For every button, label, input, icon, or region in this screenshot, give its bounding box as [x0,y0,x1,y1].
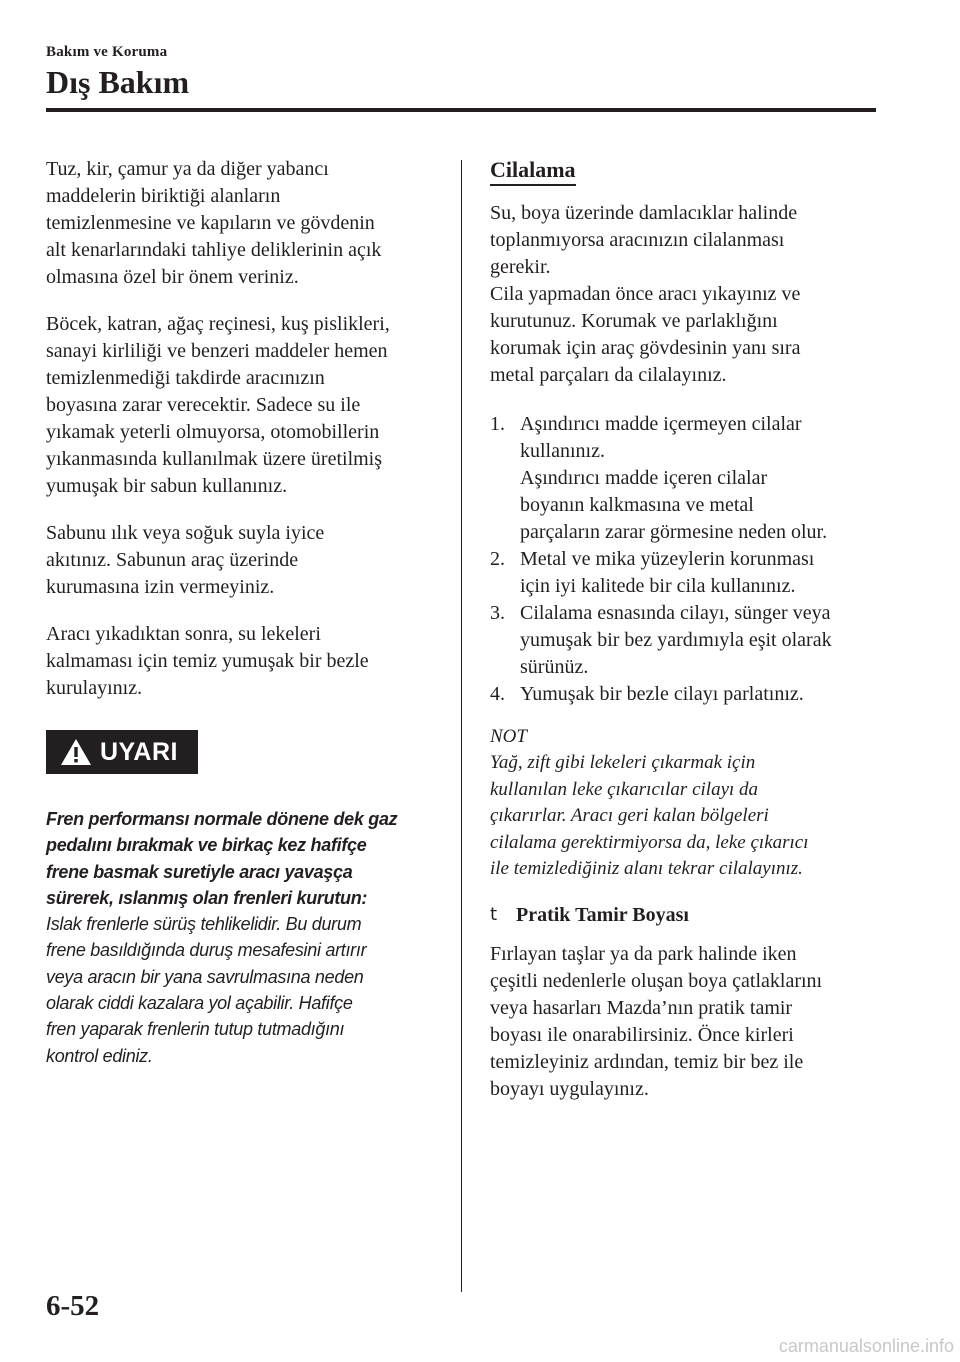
paragraph: Böcek, katran, ağaç reçinesi, kuş pislikleri, sanayi kirliliği ve benzeri maddeler hemen temizlenmediği takdirde aracınızın boyasına zarar verecektir. Sadece su ile yıkamak yeterli olmuyorsa, otomobillerin yıkanmasında kullanılmak üzere üretilmiş yumuşak bir sabun kullanınız. [46,313,390,497]
page-number: 6-52 [46,1290,100,1322]
intro-paragraph: Su, boya üzerinde damlacıklar halinde toplanmıyorsa aracınızın cilalanması gerekir. Cila yapmadan önce aracı yıkayınız ve kurutunuz. Korumak ve parlaklığını korumak için araç gövdesinin yanı sıra metal parçaları da cilalayınız. [490,202,801,386]
paragraph: Tuz, kir, çamur ya da diğer yabancı maddelerin biriktiği alanların temizlenmesine ve kapıların ve gövdenin alt kenarlarındaki tahliye deliklerinin açık olmasına özel bir önem veriniz. [46,158,382,288]
list-item: 3. Cilalama esnasında cilayı, sünger veya yumuşak bir bez yardımıyla eşit olarak sürünüz. [490,602,832,678]
warning-label: UYARI [100,737,178,766]
paragraph: Aracı yıkadıktan sonra, su lekeleri kalmaması için temiz yumuşak bir bezle kurulayınız. [46,623,369,699]
page-title: Dış Bakım [46,64,190,100]
section-label: Bakım ve Koruma [46,44,168,60]
note-label: NOT [490,726,527,747]
watermark: carmanualsonline.info [778,1336,954,1356]
note-text: Yağ, zift gibi lekeleri çıkarmak için kullanılan leke çıkarıcılar cilayı da çıkarırlar. Aracı geri kalan bölgeleri cilalama gerektirmiyorsa da, leke çıkarıcı ile temizlediğiniz alanı tekrar cilalayınız. [490,752,809,880]
column-divider [461,160,462,1292]
title-rule [46,108,876,112]
paragraph: Fırlayan taşlar ya da park halinde iken çeşitli nedenlerle oluşan boya çatlaklarını veya hasarları Mazda’nın pratik tamir boyası ile onarabilirsiniz. Önce kirleri temizleyiniz ardından, temiz bir bez ile boyayı uygulayınız. [490,942,823,1100]
right-column [490,156,882,1123]
left-column [46,156,446,1069]
list-item: 4. Yumuşak bir bezle cilayı parlatınız. [490,683,804,705]
list-item: 2. Metal ve mika yüzeylerin korunması için iyi kalitede bir cila kullanınız. [490,548,815,597]
warning-badge [46,730,198,774]
warning-text: Fren performansı normale dönene dek gaz pedalını bırakmak ve birkaç kez hafifçe frene basmak suretiyle aracı yavaşça sürerek, ıslanmış olan frenleri kurutun: Islak frenlerle sürüş tehlikelidir. Bu durum frene basıldığında duruş mesafesini artırır veya aracın bir yana savrulmasına neden olarak ciddi kazalara yol açabilir. Hafifçe fren yaparak frenlerin tutup tutmadığını kontrol ediniz. [46,809,398,1066]
subheading-pratik-tamir-boyasi: t Pratik Tamir Boyası [490,901,882,929]
bullet-marker-icon: t [490,903,498,925]
steps-list [490,411,882,708]
section-heading-cilalama: Cilalama [490,156,576,186]
warning-triangle-icon [60,738,92,766]
paragraph: Sabunu ılık veya soğuk suyla iyice akıtınız. Sabunun araç üzerinde kurumasına izin vermeyiniz. [46,522,325,598]
list-item: 1. Aşındırıcı madde içermeyen cilalar kullanınız. Aşındırıcı madde içeren cilalar boyanın kalkmasına ve metal parçaların zarar görmesine neden olur. [490,413,828,543]
